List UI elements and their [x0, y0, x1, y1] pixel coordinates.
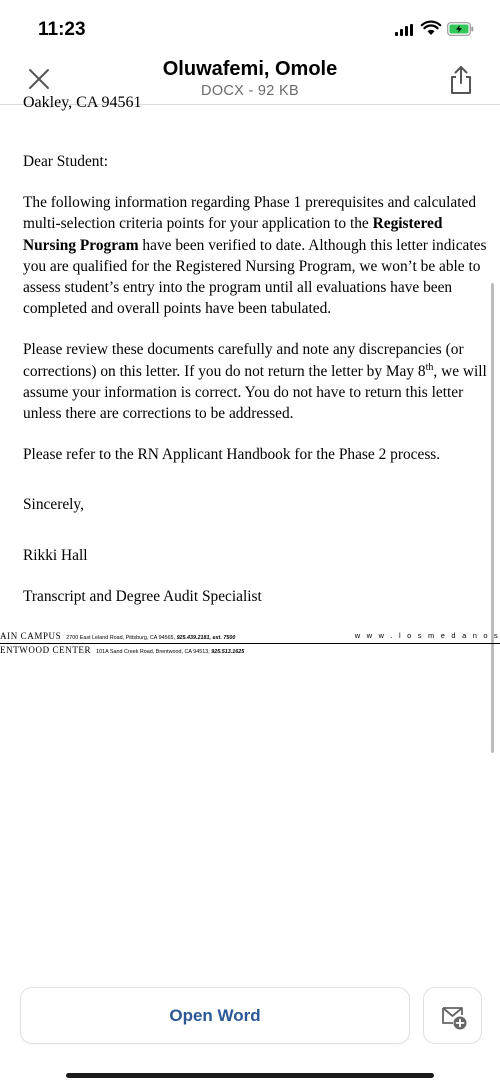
letter-body	[23, 151, 493, 627]
paragraph-3: Please refer to the RN Applicant Handbook for the Phase 2 process.	[23, 446, 441, 464]
document-title: Oluwafemi, Omole	[162, 58, 338, 80]
wifi-icon	[421, 20, 441, 36]
open-word-button[interactable]: Open Word	[20, 987, 410, 1044]
footer-brentwood: ENTWOOD CENTER 101A Sand Creek Road, Brentwood, CA 94513, 925.513.1625	[0, 645, 245, 655]
document-meta: DOCX - 92 KB	[201, 83, 299, 99]
signer-name: Rikki Hall	[23, 546, 88, 564]
footer-website: w w w . l o s m e d a n o s	[354, 631, 500, 640]
closing: Sincerely,	[23, 496, 84, 514]
greeting: Dear Student:	[23, 153, 109, 170]
paragraph-1: The following information regarding Phase 1 prerequisites and calculated multi-selection criteria points for your application to the Registered Nursing Program have been verified to date. Although this letter indicates you are qualified for the Registered Nursing Program, we won’t be able to assess student’s entry into the program until all evaluations have been completed and overall points have been tabulated.	[23, 194, 487, 318]
footer-divider	[0, 643, 500, 644]
mail-add-icon	[424, 988, 481, 1043]
status-bar	[0, 0, 500, 50]
share-icon[interactable]	[446, 64, 476, 96]
home-indicator	[66, 1073, 434, 1078]
program-name: Registered Nursing Program	[23, 215, 443, 254]
paragraph-2: Please review these documents carefully and note any discrepancies (or corrections) on this letter. If you do not return the letter by May 8th, we will assume your information is correct. You do not have to return this letter unless there are corrections to be addressed.	[23, 341, 487, 423]
battery-charging-icon	[447, 22, 474, 36]
mail-button[interactable]	[423, 987, 482, 1044]
clipped-address-line: Oakley, CA 94561	[23, 94, 142, 111]
bottom-action-bar	[0, 975, 500, 1055]
cellular-signal-icon	[395, 24, 415, 36]
scrollbar[interactable]	[491, 283, 494, 753]
document-preview[interactable]	[0, 94, 500, 665]
status-time: 11:23	[38, 19, 86, 40]
footer-main-campus: AIN CAMPUS 2700 East Leland Road, Pittsburg, CA 94565, 925.439.2181, ext. 7500 w w w . l o s m e d a n o s	[0, 631, 500, 641]
signer-title: Transcript and Degree Audit Specialist	[23, 587, 262, 605]
